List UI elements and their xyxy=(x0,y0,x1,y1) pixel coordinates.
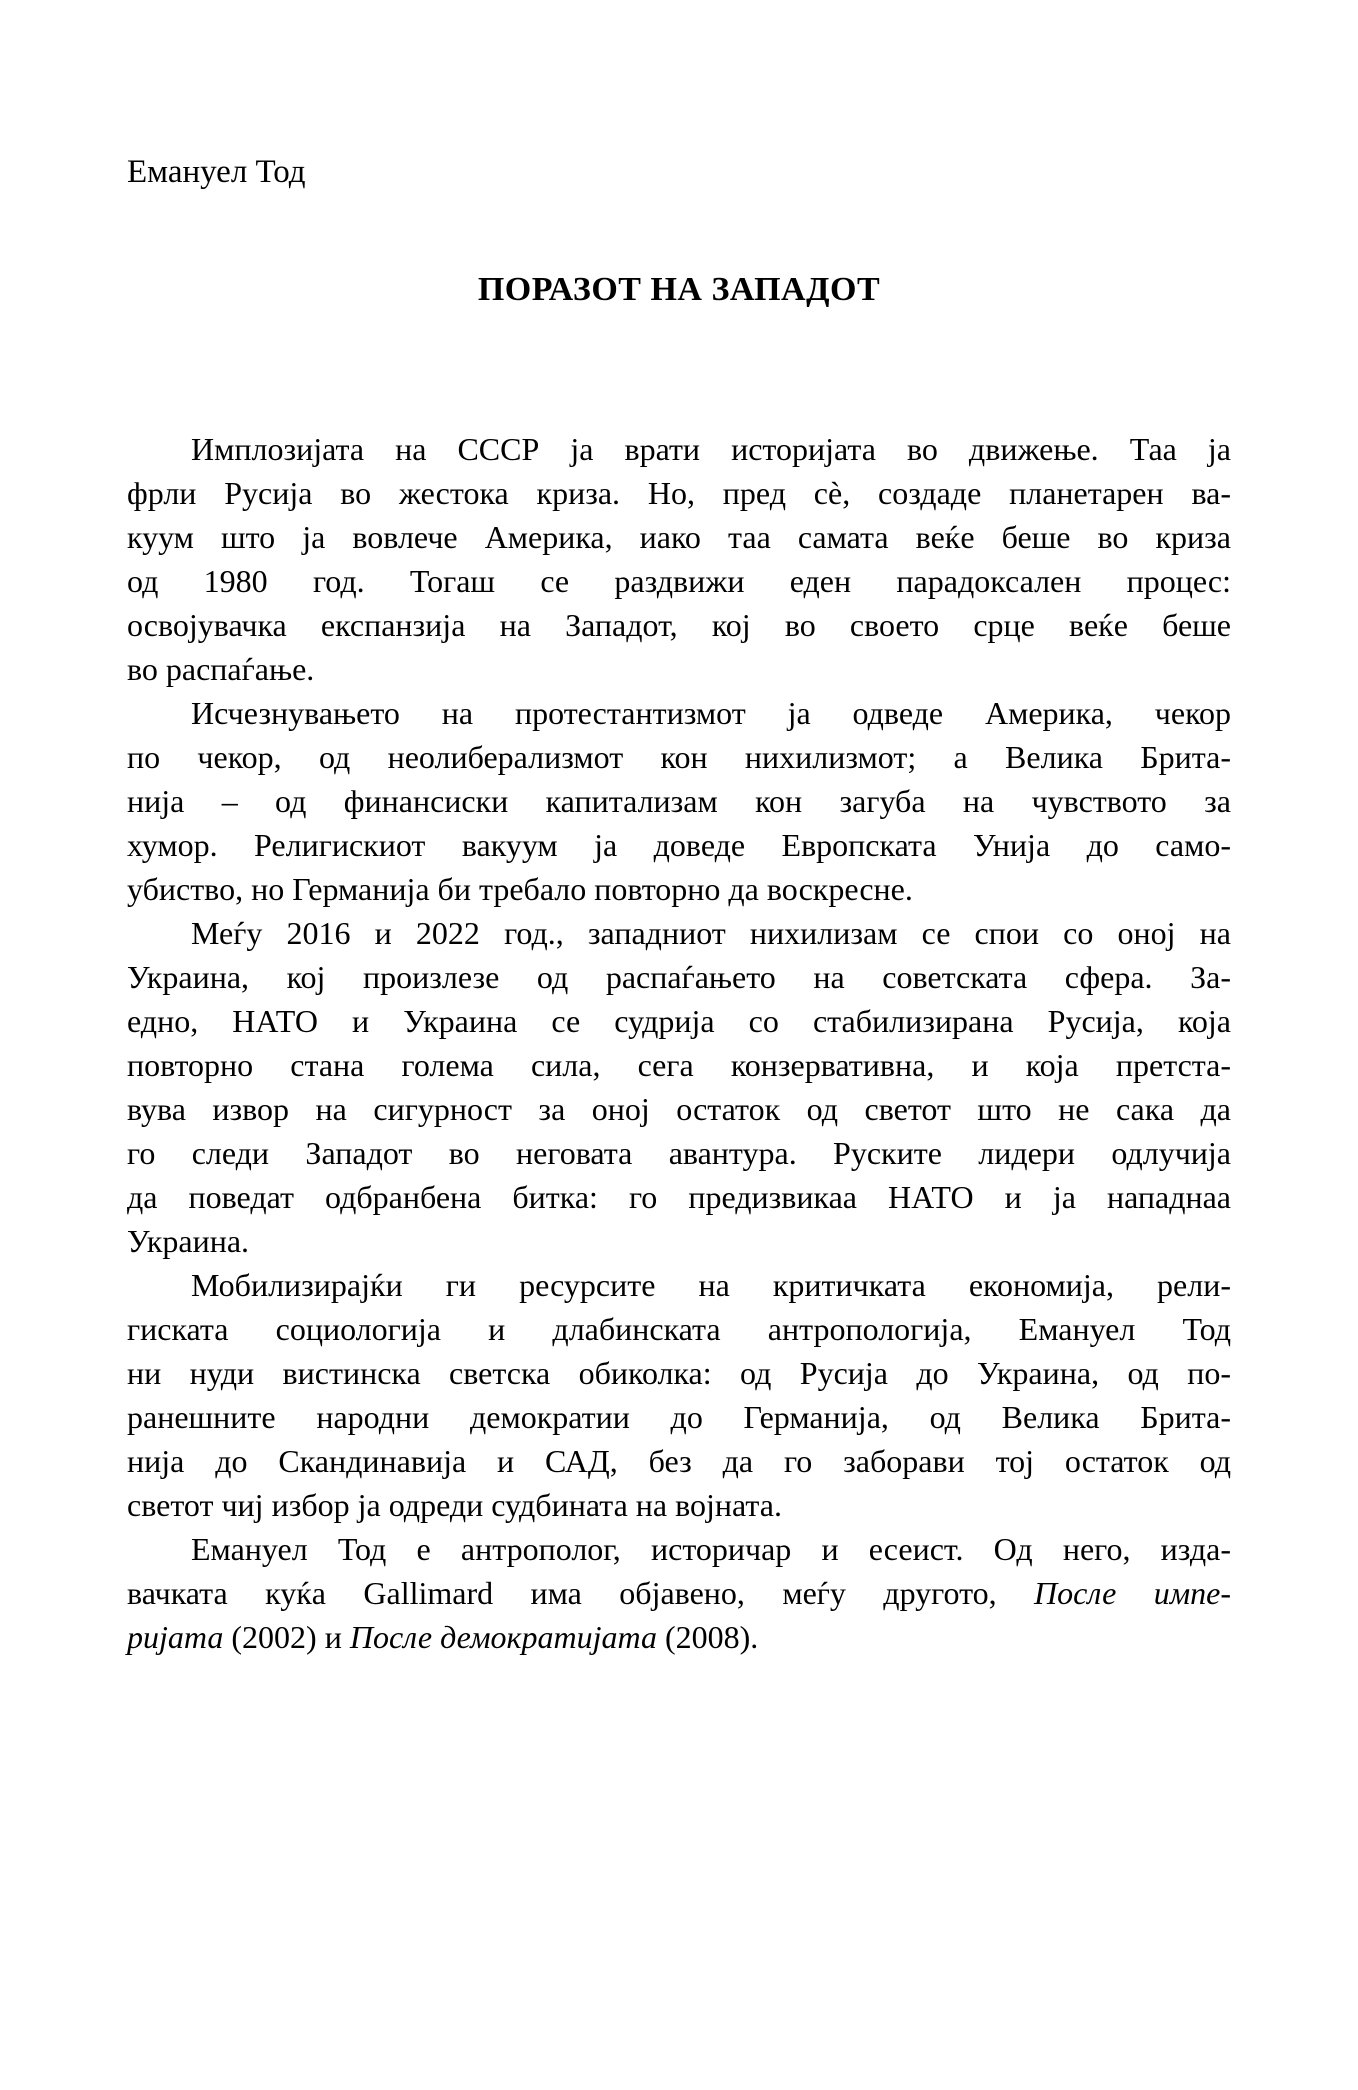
text-segment: (2008). xyxy=(656,1619,759,1655)
text-line xyxy=(127,1043,1231,1087)
text-segment: освојувачка експанзија на Западот, кој во своето срце веќе беше xyxy=(127,607,1231,643)
text-line xyxy=(127,735,1231,779)
text-line xyxy=(127,779,1231,823)
text-line xyxy=(127,1527,1231,1571)
text-line xyxy=(127,1219,1231,1263)
italic-text: ријата xyxy=(127,1619,224,1655)
text-segment: гиската социологија и длабинската антропологија, Емануел Тод xyxy=(127,1311,1231,1347)
text-segment: вува извор на сигурност за оној остаток од светот што не сака да xyxy=(127,1091,1231,1127)
text-segment: светот чиј избор ја одреди судбината на војната. xyxy=(127,1487,782,1523)
text-line xyxy=(127,1263,1231,1307)
text-segment: ранешните народни демократии до Германија, од Велика Брита- xyxy=(127,1399,1231,1435)
text-line xyxy=(127,427,1231,471)
paragraph xyxy=(127,691,1231,911)
paragraph xyxy=(127,911,1231,1263)
text-line xyxy=(127,603,1231,647)
text-line xyxy=(127,471,1231,515)
text-line xyxy=(127,1395,1231,1439)
text-line xyxy=(127,1307,1231,1351)
italic-text: После демократијата xyxy=(349,1619,657,1655)
text-line xyxy=(127,1087,1231,1131)
text-line xyxy=(127,955,1231,999)
text-segment: повторно стана голема сила, сега конзервативна, и која претста- xyxy=(127,1047,1231,1083)
text-segment: нија до Скандинавија и САД, без да го заборави тој остаток од xyxy=(127,1443,1231,1479)
paragraph xyxy=(127,1263,1231,1527)
text-segment: вачката куќа Gallimard има објавено, меѓу другото, xyxy=(127,1575,1035,1611)
text-segment: Украина, кој произлезе од распаѓањето на советската сфера. За- xyxy=(127,959,1231,995)
paragraph xyxy=(127,427,1231,691)
text-segment: Емануел Тод е антрополог, историчар и есеист. Од него, изда- xyxy=(191,1531,1231,1567)
text-line xyxy=(127,911,1231,955)
text-segment: Меѓу 2016 и 2022 год., западниот нихилизам се спои со оној на xyxy=(191,915,1231,951)
text-segment: (2002) и xyxy=(223,1619,350,1655)
text-line xyxy=(127,823,1231,867)
text-segment: едно, НАТО и Украина се судрија со стабилизирана Русија, која xyxy=(127,1003,1231,1039)
text-segment: во распаѓање. xyxy=(127,651,315,687)
text-segment: Украина. xyxy=(127,1223,250,1259)
text-line xyxy=(127,515,1231,559)
text-segment: нија – од финансиски капитализам кон загуба на чувството за xyxy=(127,783,1231,819)
text-line xyxy=(127,647,1231,691)
text-segment: да поведат одбранбена битка: го предизвикаа НАТО и ја нападнаа xyxy=(127,1179,1231,1215)
text-line xyxy=(127,1131,1231,1175)
text-segment: хумор. Религискиот вакуум ја доведе Европската Унија до само- xyxy=(127,827,1231,863)
text-segment: по чекор, од неолиберализмот кон нихилизмот; а Велика Брита- xyxy=(127,739,1231,775)
text-line xyxy=(127,1615,1231,1659)
text-line xyxy=(127,1175,1231,1219)
text-line xyxy=(127,1351,1231,1395)
text-segment: ни нуди вистинска светска обиколка: од Русија до Украина, од по- xyxy=(127,1355,1231,1391)
page-title: ПОРАЗОТ НА ЗАПАДОТ xyxy=(477,271,881,308)
book-page xyxy=(0,150,1358,2090)
text-segment: Имплозијата на СССР ја врати историјата во движење. Таа ја xyxy=(191,431,1231,467)
author-name: Емануел Тод xyxy=(127,154,306,190)
text-segment: убиство, но Германија би требало повторно да воскресне. xyxy=(127,871,913,907)
text-line xyxy=(127,999,1231,1043)
text-segment: го следи Западот во неговата авантура. Руските лидери одлучија xyxy=(127,1135,1231,1171)
text-line xyxy=(127,691,1231,735)
text-line xyxy=(127,1571,1231,1615)
italic-text: После импе- xyxy=(1034,1575,1232,1611)
text-line xyxy=(127,1483,1231,1527)
text-line xyxy=(127,867,1231,911)
text-line xyxy=(127,559,1231,603)
body-text xyxy=(127,427,1231,1659)
text-segment: куум што ја вовлече Америка, иако таа самата веќе беше во криза xyxy=(127,519,1231,555)
text-segment: од 1980 год. Тогаш се раздвижи еден парадоксален процес: xyxy=(127,563,1231,599)
text-segment: фрли Русија во жестока криза. Но, пред сè, создаде планетарен ва- xyxy=(127,475,1231,511)
paragraph xyxy=(127,1527,1231,1659)
text-segment: Мобилизирајќи ги ресурсите на критичката економија, рели- xyxy=(191,1267,1231,1303)
text-line xyxy=(127,1439,1231,1483)
text-segment: Исчезнувањето на протестантизмот ја одведе Америка, чекор xyxy=(191,695,1231,731)
